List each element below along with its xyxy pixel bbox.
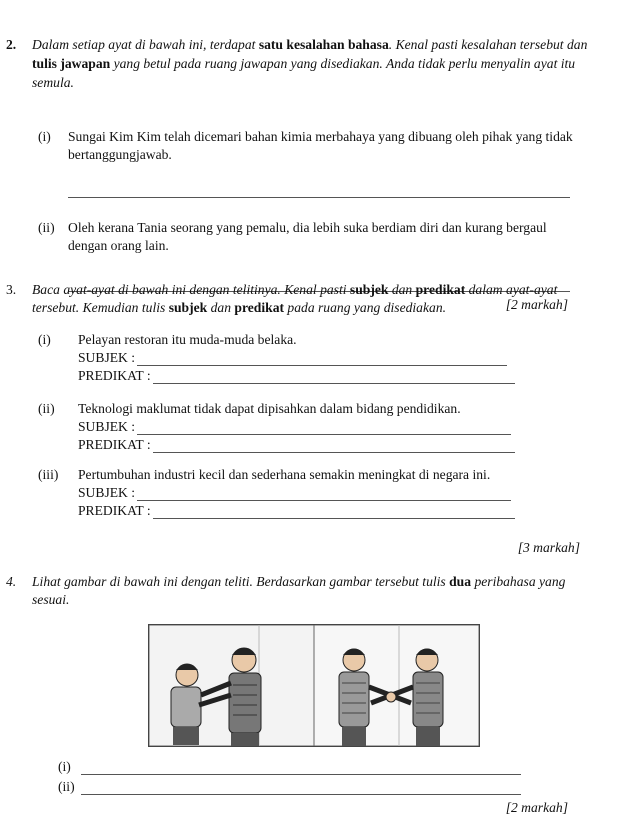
q2-item-text: Sungai Kim Kim telah dicemari bahan kimia merbahaya yang dibuang oleh pihak yang tidak [68, 129, 573, 144]
q3-item-label: (i) [38, 332, 51, 347]
q4-answer-line[interactable] [81, 760, 521, 775]
predicate-label: PREDIKAT : [78, 503, 151, 518]
q3-item-label: (iii) [38, 467, 59, 482]
q2-marks: [2 markah] [505, 297, 568, 312]
answer-line[interactable] [68, 197, 570, 198]
q4-answer-line[interactable] [81, 780, 521, 795]
predicate-label: PREDIKAT : [78, 437, 151, 452]
subject-answer-line[interactable] [137, 420, 511, 435]
q2-item-text: bertanggungjawab. [68, 147, 172, 162]
q3-item-sentence: Pelayan restoran itu muda-muda belaka. [78, 332, 297, 347]
subject-label: SUBJEK : [78, 419, 136, 434]
q3-instruction-line1: Baca ayat-ayat di bawah ini dengan telitinya. Kenal pasti subjek dan predikat dalam ayat-ayat [32, 282, 558, 297]
q3-number: 3. [6, 282, 17, 297]
q2-item-label: (ii) [38, 220, 55, 235]
predicate-answer-line[interactable] [153, 438, 515, 453]
q3-item-label: (ii) [38, 401, 55, 416]
subject-label: SUBJEK : [78, 485, 136, 500]
subject-answer-line[interactable] [137, 486, 511, 501]
q4-answer-row [58, 778, 521, 795]
predicate-row [78, 502, 515, 519]
predicate-row [78, 367, 515, 384]
subject-row [78, 418, 511, 435]
q4-instruction-line1: Lihat gambar di bawah ini dengan teliti. Berdasarkan gambar tersebut tulis dua peribahasa yang [32, 574, 566, 589]
predicate-answer-line[interactable] [153, 504, 515, 519]
illustration-svg [149, 625, 479, 746]
q2-number: 2. [6, 37, 17, 52]
subject-row [78, 349, 507, 366]
q2-item-label: (i) [38, 129, 51, 144]
q2-instruction-line2: tulis jawapan yang betul pada ruang jawapan yang disediakan. Anda tidak perlu menyalin ayat itu [32, 56, 576, 71]
predicate-row [78, 436, 515, 453]
q4-instruction-line2: sesuai. [32, 592, 70, 607]
proverb-illustration [148, 624, 480, 747]
q4-answer-label: (i) [58, 759, 71, 774]
q3-instruction-line2: tersebut. Kemudian tulis subjek dan predikat pada ruang yang disediakan. [32, 300, 447, 315]
predicate-answer-line[interactable] [153, 369, 515, 384]
q2-item-text: dengan orang lain. [68, 238, 169, 253]
q3-item-sentence: Pertumbuhan industri kecil dan sederhana semakin meningkat di negara ini. [78, 467, 491, 482]
q2-item-text: Oleh kerana Tania seorang yang pemalu, dia lebih suka berdiam diri dan kurang bergaul [68, 220, 547, 235]
q3-item-sentence: Teknologi maklumat tidak dapat dipisahkan dalam bidang pendidikan. [78, 401, 461, 416]
q3-marks: [3 markah] [517, 540, 580, 555]
q4-answer-label: (ii) [58, 779, 75, 794]
subject-row [78, 484, 511, 501]
q4-answer-row [58, 758, 521, 775]
subject-label: SUBJEK : [78, 350, 136, 365]
predicate-label: PREDIKAT : [78, 368, 151, 383]
q2-instruction-line3: semula. [32, 75, 74, 90]
q2-instruction-line1: Dalam setiap ayat di bawah ini, terdapat satu kesalahan bahasa. Kenal pasti kesalahan tersebut dan [32, 37, 588, 52]
q4-marks: [2 markah] [505, 800, 568, 815]
subject-answer-line[interactable] [137, 351, 507, 366]
q4-number: 4. [6, 574, 17, 589]
